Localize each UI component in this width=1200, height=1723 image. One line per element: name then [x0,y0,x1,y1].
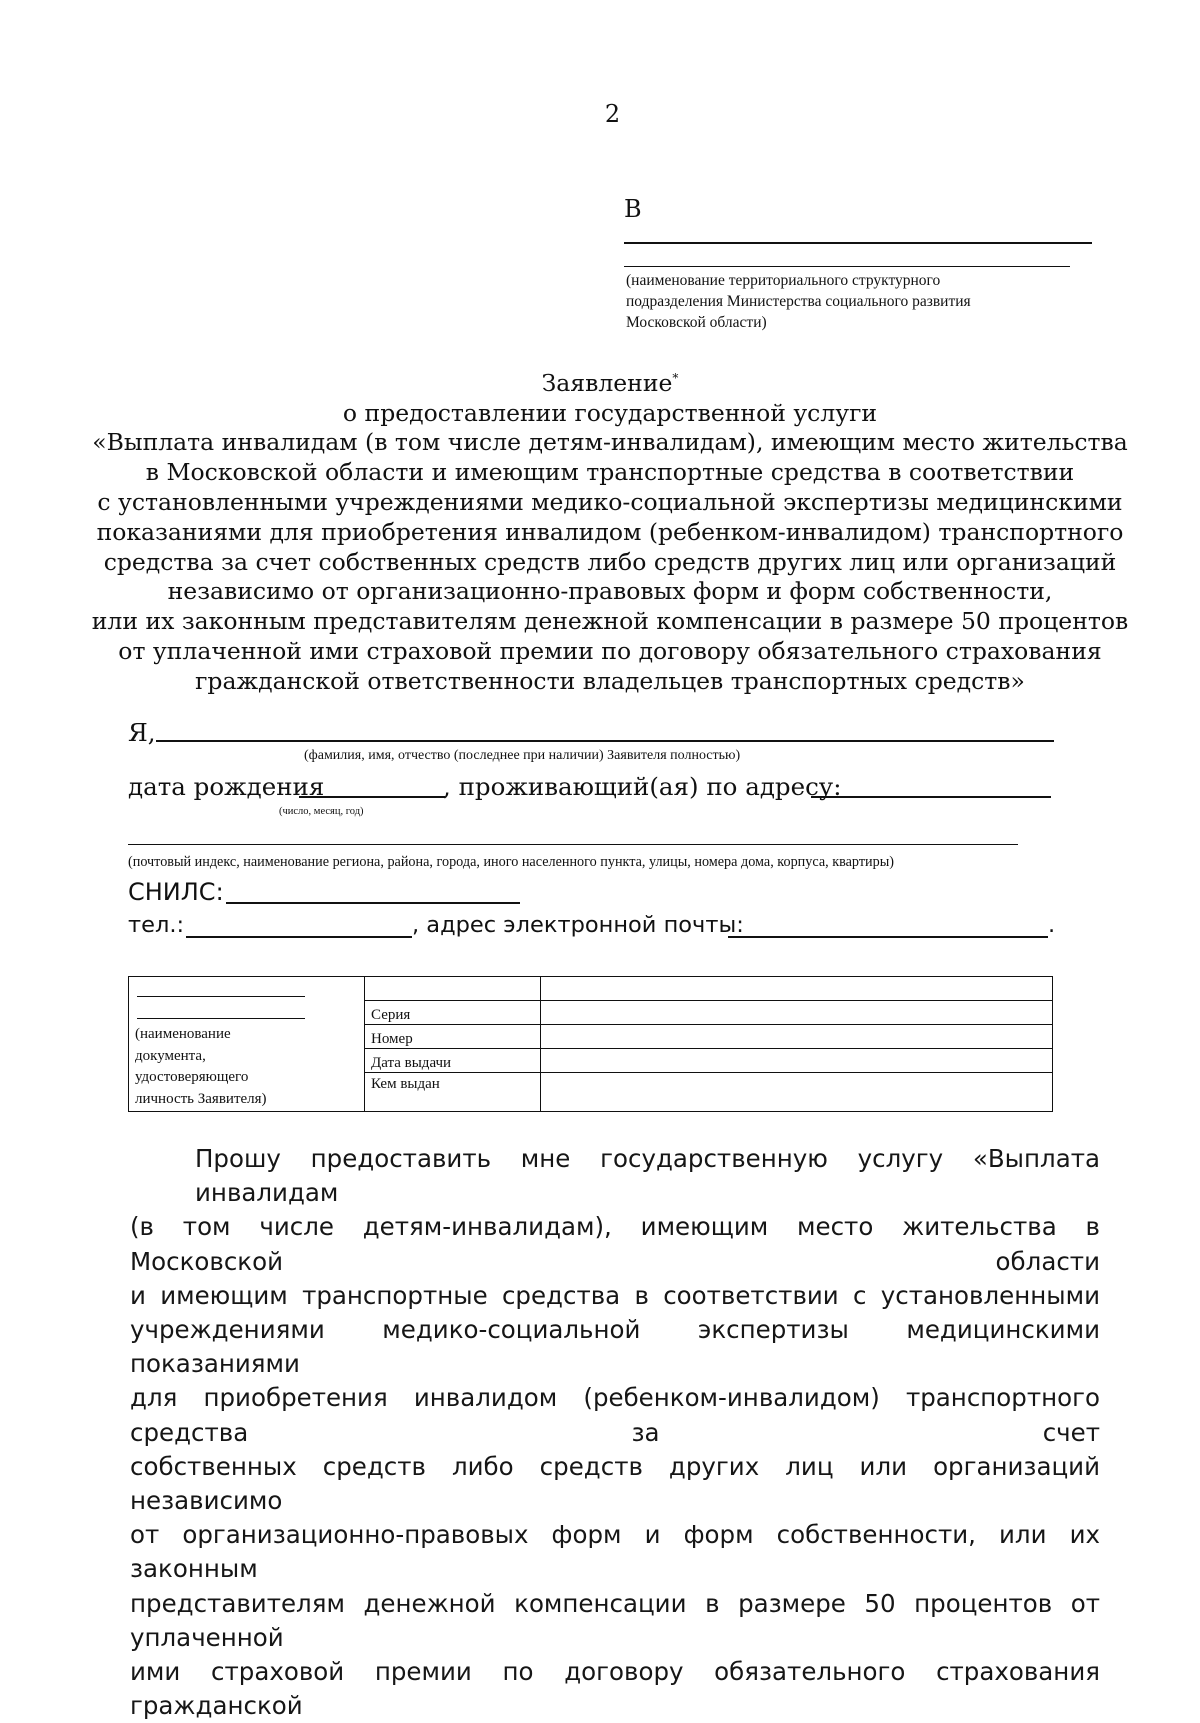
request-paragraph [130,1142,1100,1723]
email-field[interactable] [728,936,1048,938]
name-caption: (фамилия, имя, отчество (последнее при наличии) Заявителя полностью) [304,748,741,763]
title-line: с установленными учреждениями медико-социальной экспертизы медицинскими [97,488,1123,517]
title-line: «Выплата инвалидам (в том числе детям-инвалидам), имеющим место жительства [92,428,1128,457]
issue-date-label: Дата выдачи [365,1049,541,1073]
footnote-mark: * [672,371,679,385]
document-caption-line: личность Заявителя) [135,1090,267,1107]
issued-by-label: Кем выдан [365,1073,541,1112]
table-row-label [365,977,541,1001]
address-caption: (почтовый индекс, наименование региона, района, города, иного населенного пункта, улицы, номера дома, корпуса, квартиры) [128,854,894,870]
id-document-table [128,976,1053,1112]
residence-label: , проживающий(ая) по адресу: [443,772,842,801]
birthdate-label: дата рождения [128,772,325,801]
snils-field[interactable] [226,902,520,904]
addressee-prefix: В [624,195,642,223]
document-caption-line: (наименование [135,1026,231,1042]
birthdate-field[interactable] [299,796,445,798]
title-line: показаниями для приобретения инвалидом (ребенком-инвалидом) транспортного [96,517,1124,546]
series-value[interactable] [541,1001,1053,1025]
paragraph-line: ими страховой премии по договору обязательного страхования гражданской [130,1657,1100,1721]
issued-by-value[interactable] [541,1073,1053,1112]
document-name-caption [135,1024,267,1110]
document-caption-line: удостоверяющего [135,1069,249,1085]
series-label: Серия [365,1001,541,1025]
addressee-caption [626,270,1096,333]
title-line: независимо от организационно-правовых форм и форм собственности, [167,577,1053,606]
number-value[interactable] [541,1025,1053,1049]
document-name-line-1[interactable] [137,996,305,997]
document-name-line-2[interactable] [137,1018,305,1019]
email-label: , адрес электронной почты: [412,912,744,938]
name-label: Я, [128,718,156,747]
email-end-period: . [1048,912,1056,938]
paragraph-line: учреждениями медико-социальной экспертизы медицинскими показаниями [130,1315,1100,1379]
addressee-caption-line: подразделения Министерства социального развития [626,293,971,310]
phone-field[interactable] [186,936,412,938]
issue-date-value[interactable] [541,1049,1053,1073]
paragraph-line: для приобретения инвалидом (ребенком-инвалидом) транспортного средства за счет [130,1383,1100,1447]
addressee-line-2[interactable] [624,266,1070,267]
number-label: Номер [365,1025,541,1049]
paragraph-line: от организационно-правовых форм и форм собственности, или их законным [130,1520,1100,1584]
paragraph-line: и имеющим транспортные средства в соответствии с установленными [130,1280,1100,1310]
name-field[interactable] [156,740,1054,742]
application-title [60,364,1160,697]
snils-label: СНИЛС: [128,878,224,906]
title-line: в Московской области и имеющим транспортные средства в соответствии [145,458,1075,487]
document-name-cell[interactable] [129,977,365,1112]
address-field-1[interactable] [811,796,1051,798]
paragraph-line: представителям денежной компенсации в размере 50 процентов от уплаченной [130,1588,1100,1652]
title-heading: Заявление* [541,368,679,397]
title-line: или их законным представителям денежной компенсации в размере 50 процентов [91,607,1129,636]
title-line: средства за счет собственных средств либо средств других лиц или организаций [103,547,1117,576]
title-line: о предоставлении государственной услуги [342,398,878,427]
paragraph-line: (в том числе детям-инвалидам), имеющим место жительства в Московской области [130,1212,1100,1276]
title-line: гражданской ответственности владельцев транспортных средств» [195,666,1025,695]
page-number: 2 [604,100,621,128]
title-line: от уплаченной ими страховой премии по договору обязательного страхования [118,637,1102,665]
paragraph-line: Прошу предоставить мне государственную услугу «Выплата инвалидам [195,1144,1100,1208]
paragraph-line: собственных средств либо средств других лиц или организаций независимо [130,1451,1100,1516]
table-row [129,977,1053,1001]
address-field-2[interactable] [128,844,1018,845]
addressee-line-1[interactable] [624,242,1092,244]
phone-label: тел.: [128,912,185,938]
birthdate-caption: (число, месяц, год) [279,806,364,817]
document-caption-line: документа, [135,1047,206,1064]
addressee-caption-line: Московской области) [626,314,767,331]
table-row-value[interactable] [541,977,1053,1001]
addressee-caption-line: (наименование территориального структурного [626,272,941,289]
